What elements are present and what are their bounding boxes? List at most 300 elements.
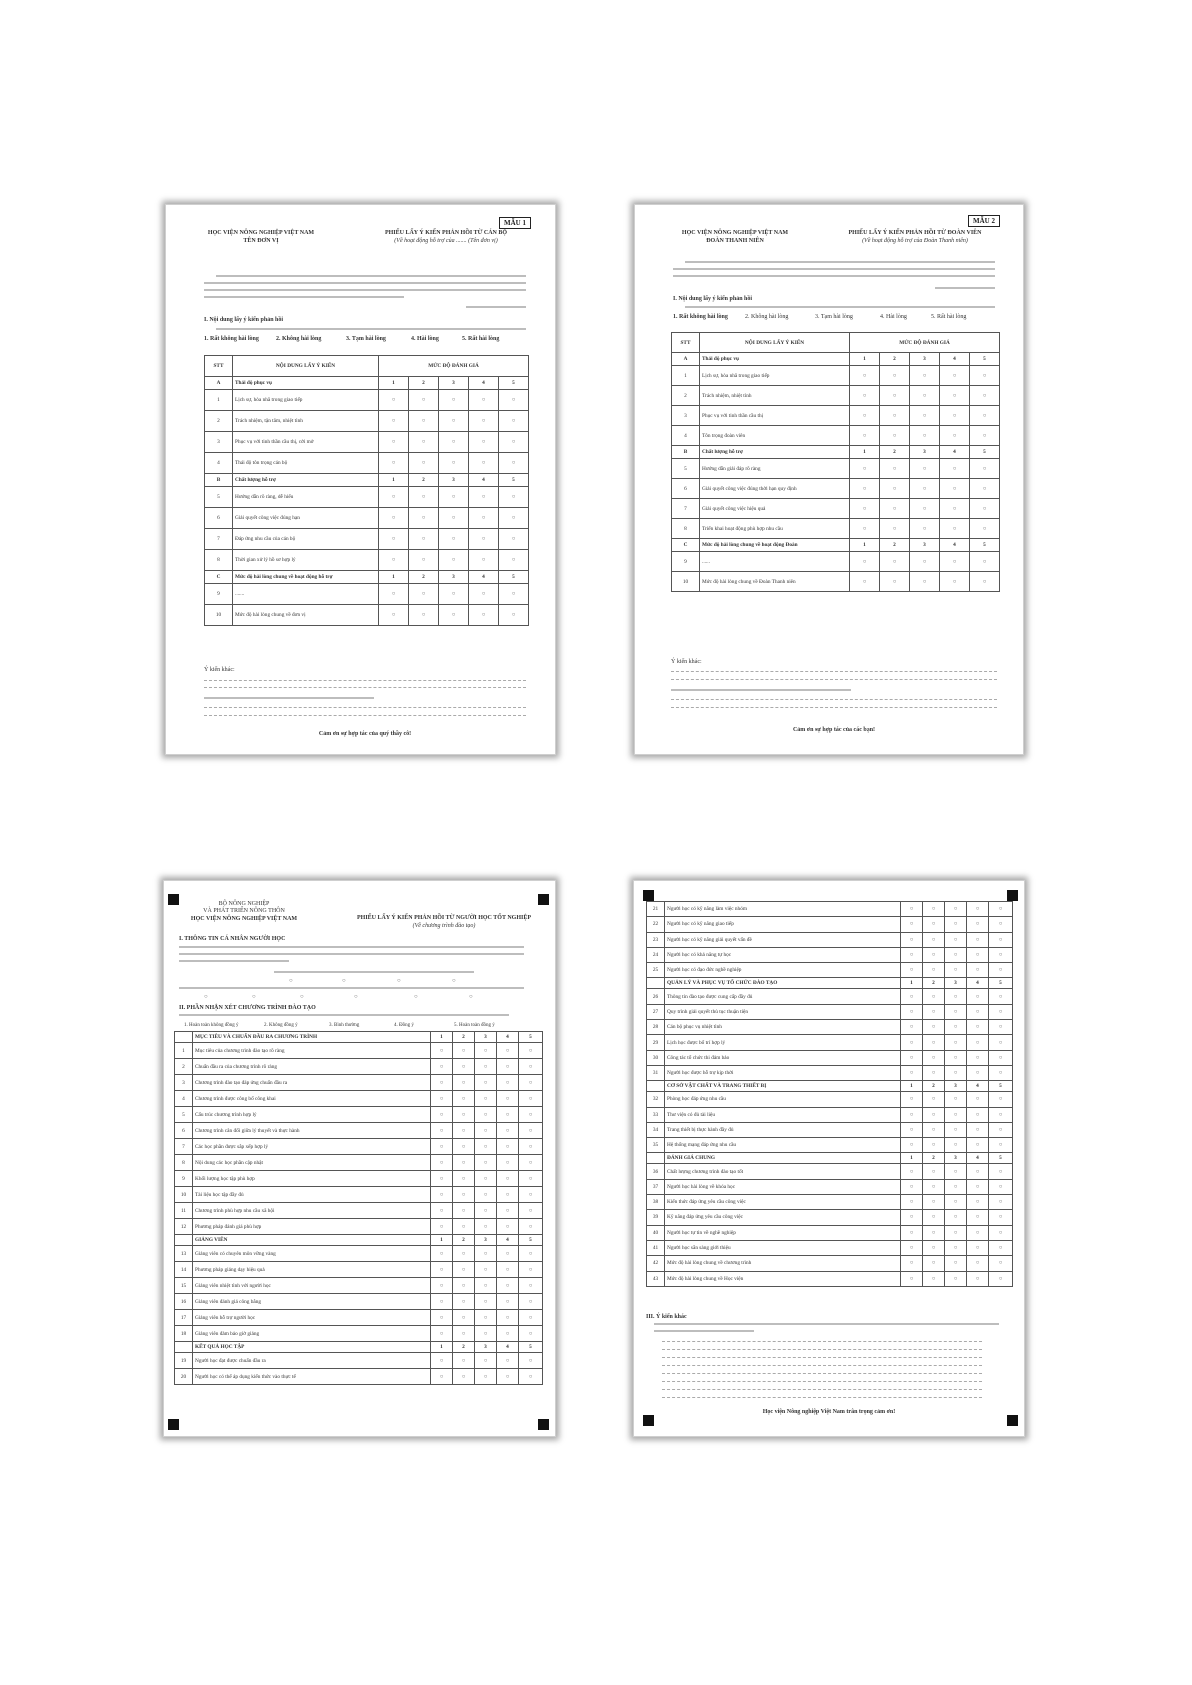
rating-radio-3[interactable]: ○ [945,989,967,1004]
rating-radio-3[interactable]: ○ [945,1195,967,1210]
rating-radio-2[interactable]: ○ [923,989,945,1004]
rating-radio-4[interactable]: ○ [967,1225,989,1240]
rating-radio-5[interactable]: ○ [989,902,1013,917]
rating-radio-3[interactable]: ○ [475,1353,497,1369]
rating-radio-1[interactable]: ○ [901,1164,923,1179]
rating-radio-1[interactable]: ○ [379,508,409,529]
rating-radio-4[interactable]: ○ [967,1240,989,1255]
rating-radio-3[interactable]: ○ [945,1271,967,1286]
rating-radio-2[interactable]: ○ [453,1171,475,1187]
rating-radio-2[interactable]: ○ [453,1139,475,1155]
rating-radio-5[interactable]: ○ [519,1203,543,1219]
rating-radio-1[interactable]: ○ [431,1091,453,1107]
rating-radio-2[interactable]: ○ [880,366,910,386]
rating-radio-3[interactable]: ○ [475,1310,497,1326]
rating-radio-1[interactable]: ○ [431,1353,453,1369]
rating-radio-4[interactable]: ○ [940,366,970,386]
rating-radio-4[interactable]: ○ [967,1138,989,1153]
rating-radio-1[interactable]: ○ [379,411,409,432]
rating-radio-3[interactable]: ○ [910,479,940,499]
rating-radio-1[interactable]: ○ [850,479,880,499]
rating-radio-1[interactable]: ○ [431,1043,453,1059]
rating-radio-1[interactable]: ○ [379,487,409,508]
rating-radio-3[interactable]: ○ [910,519,940,539]
rating-radio-5[interactable]: ○ [519,1187,543,1203]
rating-radio-4[interactable]: ○ [497,1059,519,1075]
rating-radio-5[interactable]: ○ [989,1065,1013,1080]
rating-radio-3[interactable]: ○ [475,1155,497,1171]
rating-radio-1[interactable]: ○ [379,432,409,453]
rating-radio-3[interactable]: ○ [439,432,469,453]
rating-radio-4[interactable]: ○ [497,1107,519,1123]
rating-radio-1[interactable]: ○ [379,529,409,550]
rating-radio-5[interactable]: ○ [970,519,1000,539]
rating-radio-5[interactable]: ○ [499,432,529,453]
rating-radio-1[interactable]: ○ [850,459,880,479]
rating-radio-2[interactable]: ○ [923,1050,945,1065]
rating-radio-3[interactable]: ○ [945,1004,967,1019]
rating-radio-4[interactable]: ○ [497,1353,519,1369]
rating-radio-4[interactable]: ○ [497,1246,519,1262]
rating-radio-4[interactable]: ○ [967,963,989,978]
rating-radio-1[interactable]: ○ [431,1278,453,1294]
rating-radio-2[interactable]: ○ [923,1020,945,1035]
rating-radio-3[interactable]: ○ [475,1294,497,1310]
rating-radio-5[interactable]: ○ [519,1219,543,1235]
answer-line[interactable] [662,1381,982,1382]
rating-radio-3[interactable]: ○ [945,1138,967,1153]
radio-option[interactable]: ○ [289,978,293,984]
answer-line[interactable] [671,671,997,672]
rating-radio-3[interactable]: ○ [945,1050,967,1065]
rating-radio-5[interactable]: ○ [519,1059,543,1075]
rating-radio-3[interactable]: ○ [475,1075,497,1091]
rating-radio-2[interactable]: ○ [880,479,910,499]
rating-radio-4[interactable]: ○ [967,1065,989,1080]
rating-radio-1[interactable]: ○ [901,1092,923,1107]
rating-radio-5[interactable]: ○ [989,1035,1013,1050]
rating-radio-2[interactable]: ○ [923,1195,945,1210]
rating-radio-5[interactable]: ○ [519,1155,543,1171]
rating-radio-4[interactable]: ○ [967,902,989,917]
personal-info-line[interactable] [179,960,289,962]
rating-radio-4[interactable]: ○ [967,932,989,947]
rating-radio-5[interactable]: ○ [519,1326,543,1342]
personal-info-line[interactable] [179,946,524,948]
rating-radio-4[interactable]: ○ [967,947,989,962]
rating-radio-3[interactable]: ○ [439,605,469,626]
rating-radio-1[interactable]: ○ [379,605,409,626]
rating-radio-4[interactable]: ○ [967,1195,989,1210]
rating-radio-2[interactable]: ○ [453,1203,475,1219]
rating-radio-5[interactable]: ○ [499,453,529,474]
rating-radio-4[interactable]: ○ [940,459,970,479]
rating-radio-2[interactable]: ○ [409,411,439,432]
rating-radio-2[interactable]: ○ [453,1278,475,1294]
rating-radio-1[interactable]: ○ [431,1171,453,1187]
rating-radio-1[interactable]: ○ [901,963,923,978]
rating-radio-3[interactable]: ○ [475,1219,497,1235]
rating-radio-5[interactable]: ○ [499,584,529,605]
rating-radio-5[interactable]: ○ [499,487,529,508]
rating-radio-3[interactable]: ○ [910,572,940,592]
rating-radio-2[interactable]: ○ [409,508,439,529]
rating-radio-5[interactable]: ○ [519,1353,543,1369]
rating-radio-4[interactable]: ○ [967,1092,989,1107]
rating-radio-5[interactable]: ○ [970,426,1000,446]
rating-radio-1[interactable]: ○ [431,1187,453,1203]
rating-radio-4[interactable]: ○ [497,1326,519,1342]
rating-radio-4[interactable]: ○ [469,453,499,474]
rating-radio-5[interactable]: ○ [519,1246,543,1262]
rating-radio-4[interactable]: ○ [497,1091,519,1107]
answer-line[interactable] [204,715,526,716]
rating-radio-2[interactable]: ○ [923,1138,945,1153]
rating-radio-5[interactable]: ○ [519,1075,543,1091]
rating-radio-2[interactable]: ○ [409,605,439,626]
rating-radio-1[interactable]: ○ [901,1225,923,1240]
rating-radio-4[interactable]: ○ [497,1278,519,1294]
rating-radio-5[interactable]: ○ [989,1107,1013,1122]
radio-option[interactable]: ○ [452,978,456,984]
rating-radio-5[interactable]: ○ [989,1195,1013,1210]
rating-radio-1[interactable]: ○ [901,1138,923,1153]
rating-radio-2[interactable]: ○ [923,1179,945,1194]
rating-radio-3[interactable]: ○ [910,426,940,446]
rating-radio-4[interactable]: ○ [967,1020,989,1035]
answer-line[interactable] [204,680,526,681]
rating-radio-1[interactable]: ○ [901,1107,923,1122]
rating-radio-1[interactable]: ○ [901,932,923,947]
rating-radio-2[interactable]: ○ [409,487,439,508]
rating-radio-5[interactable]: ○ [499,550,529,571]
rating-radio-2[interactable]: ○ [880,459,910,479]
answer-line[interactable] [204,687,526,688]
rating-radio-4[interactable]: ○ [497,1075,519,1091]
rating-radio-5[interactable]: ○ [519,1091,543,1107]
rating-radio-1[interactable]: ○ [431,1369,453,1385]
rating-radio-2[interactable]: ○ [923,1225,945,1240]
rating-radio-1[interactable]: ○ [901,917,923,932]
rating-radio-1[interactable]: ○ [901,947,923,962]
rating-radio-3[interactable]: ○ [439,584,469,605]
rating-radio-3[interactable]: ○ [945,1256,967,1271]
rating-radio-2[interactable]: ○ [409,584,439,605]
answer-line[interactable] [662,1397,982,1398]
rating-radio-2[interactable]: ○ [923,932,945,947]
answer-line[interactable] [662,1357,982,1358]
rating-radio-2[interactable]: ○ [409,550,439,571]
rating-radio-1[interactable]: ○ [431,1310,453,1326]
rating-radio-1[interactable]: ○ [901,1256,923,1271]
rating-radio-3[interactable]: ○ [945,917,967,932]
rating-radio-3[interactable]: ○ [439,529,469,550]
rating-radio-1[interactable]: ○ [431,1262,453,1278]
rating-radio-5[interactable]: ○ [519,1171,543,1187]
rating-radio-4[interactable]: ○ [967,1164,989,1179]
rating-radio-5[interactable]: ○ [519,1369,543,1385]
rating-radio-2[interactable]: ○ [880,406,910,426]
rating-radio-4[interactable]: ○ [497,1187,519,1203]
rating-radio-4[interactable]: ○ [967,1256,989,1271]
radio-option[interactable]: ○ [300,994,304,1000]
rating-radio-3[interactable]: ○ [475,1107,497,1123]
rating-radio-4[interactable]: ○ [497,1171,519,1187]
rating-radio-1[interactable]: ○ [901,1065,923,1080]
rating-radio-5[interactable]: ○ [519,1310,543,1326]
rating-radio-2[interactable]: ○ [923,947,945,962]
rating-radio-2[interactable]: ○ [923,1107,945,1122]
rating-radio-5[interactable]: ○ [970,366,1000,386]
rating-radio-4[interactable]: ○ [967,1050,989,1065]
rating-radio-3[interactable]: ○ [475,1369,497,1385]
rating-radio-3[interactable]: ○ [945,932,967,947]
rating-radio-1[interactable]: ○ [850,386,880,406]
rating-radio-4[interactable]: ○ [469,550,499,571]
rating-radio-3[interactable]: ○ [475,1326,497,1342]
rating-radio-2[interactable]: ○ [453,1187,475,1203]
rating-radio-5[interactable]: ○ [519,1123,543,1139]
rating-radio-3[interactable]: ○ [945,1020,967,1035]
rating-radio-5[interactable]: ○ [989,947,1013,962]
rating-radio-3[interactable]: ○ [945,1179,967,1194]
rating-radio-3[interactable]: ○ [475,1187,497,1203]
rating-radio-1[interactable]: ○ [901,1179,923,1194]
rating-radio-3[interactable]: ○ [475,1246,497,1262]
answer-line[interactable] [671,679,997,680]
personal-info-line[interactable] [179,953,524,955]
rating-radio-5[interactable]: ○ [989,1122,1013,1137]
rating-radio-1[interactable]: ○ [850,406,880,426]
rating-radio-5[interactable]: ○ [989,1225,1013,1240]
rating-radio-4[interactable]: ○ [967,1107,989,1122]
rating-radio-4[interactable]: ○ [497,1139,519,1155]
rating-radio-2[interactable]: ○ [880,386,910,406]
rating-radio-3[interactable]: ○ [945,1164,967,1179]
rating-radio-4[interactable]: ○ [497,1262,519,1278]
rating-radio-4[interactable]: ○ [469,584,499,605]
answer-line[interactable] [671,707,997,708]
rating-radio-2[interactable]: ○ [923,1210,945,1225]
rating-radio-5[interactable]: ○ [989,1179,1013,1194]
rating-radio-4[interactable]: ○ [940,499,970,519]
rating-radio-4[interactable]: ○ [940,519,970,539]
rating-radio-5[interactable]: ○ [989,1256,1013,1271]
radio-option[interactable]: ○ [397,978,401,984]
rating-radio-4[interactable]: ○ [469,411,499,432]
rating-radio-4[interactable]: ○ [469,605,499,626]
rating-radio-3[interactable]: ○ [439,550,469,571]
rating-radio-4[interactable]: ○ [967,1210,989,1225]
rating-radio-1[interactable]: ○ [850,519,880,539]
rating-radio-3[interactable]: ○ [910,366,940,386]
rating-radio-5[interactable]: ○ [989,1004,1013,1019]
radio-option[interactable]: ○ [342,978,346,984]
rating-radio-3[interactable]: ○ [475,1171,497,1187]
rating-radio-4[interactable]: ○ [469,487,499,508]
rating-radio-2[interactable]: ○ [923,1092,945,1107]
answer-line[interactable] [662,1365,982,1366]
rating-radio-5[interactable]: ○ [989,917,1013,932]
answer-line[interactable] [662,1349,982,1350]
rating-radio-3[interactable]: ○ [910,406,940,426]
rating-radio-4[interactable]: ○ [497,1310,519,1326]
rating-radio-2[interactable]: ○ [409,390,439,411]
rating-radio-2[interactable]: ○ [880,572,910,592]
rating-radio-4[interactable]: ○ [967,1004,989,1019]
rating-radio-5[interactable]: ○ [499,605,529,626]
rating-radio-1[interactable]: ○ [431,1203,453,1219]
rating-radio-5[interactable]: ○ [970,459,1000,479]
radio-option[interactable]: ○ [354,994,358,1000]
rating-radio-5[interactable]: ○ [970,386,1000,406]
rating-radio-2[interactable]: ○ [453,1059,475,1075]
rating-radio-4[interactable]: ○ [497,1123,519,1139]
rating-radio-4[interactable]: ○ [940,572,970,592]
rating-radio-3[interactable]: ○ [945,1122,967,1137]
rating-radio-4[interactable]: ○ [940,552,970,572]
rating-radio-1[interactable]: ○ [901,1020,923,1035]
rating-radio-4[interactable]: ○ [940,386,970,406]
rating-radio-3[interactable]: ○ [945,1092,967,1107]
rating-radio-5[interactable]: ○ [499,508,529,529]
rating-radio-1[interactable]: ○ [901,1210,923,1225]
rating-radio-2[interactable]: ○ [409,529,439,550]
rating-radio-2[interactable]: ○ [923,1035,945,1050]
rating-radio-3[interactable]: ○ [439,487,469,508]
rating-radio-2[interactable]: ○ [923,963,945,978]
rating-radio-2[interactable]: ○ [880,499,910,519]
rating-radio-4[interactable]: ○ [967,1035,989,1050]
answer-line[interactable] [671,699,997,700]
rating-radio-4[interactable]: ○ [469,390,499,411]
rating-radio-5[interactable]: ○ [519,1278,543,1294]
rating-radio-3[interactable]: ○ [945,947,967,962]
rating-radio-4[interactable]: ○ [967,1271,989,1286]
rating-radio-1[interactable]: ○ [901,1035,923,1050]
rating-radio-4[interactable]: ○ [967,917,989,932]
rating-radio-1[interactable]: ○ [850,552,880,572]
rating-radio-1[interactable]: ○ [850,366,880,386]
rating-radio-5[interactable]: ○ [989,932,1013,947]
rating-radio-2[interactable]: ○ [453,1246,475,1262]
rating-radio-2[interactable]: ○ [453,1043,475,1059]
rating-radio-5[interactable]: ○ [519,1294,543,1310]
answer-line[interactable] [204,707,526,708]
rating-radio-3[interactable]: ○ [475,1262,497,1278]
rating-radio-3[interactable]: ○ [475,1123,497,1139]
rating-radio-2[interactable]: ○ [453,1310,475,1326]
rating-radio-2[interactable]: ○ [880,519,910,539]
rating-radio-3[interactable]: ○ [945,1210,967,1225]
rating-radio-4[interactable]: ○ [497,1155,519,1171]
rating-radio-4[interactable]: ○ [940,479,970,499]
rating-radio-3[interactable]: ○ [945,1065,967,1080]
rating-radio-4[interactable]: ○ [469,432,499,453]
rating-radio-5[interactable]: ○ [989,1271,1013,1286]
rating-radio-1[interactable]: ○ [850,572,880,592]
rating-radio-5[interactable]: ○ [970,479,1000,499]
rating-radio-1[interactable]: ○ [379,390,409,411]
rating-radio-2[interactable]: ○ [453,1091,475,1107]
rating-radio-2[interactable]: ○ [880,426,910,446]
rating-radio-1[interactable]: ○ [431,1294,453,1310]
answer-line[interactable] [662,1341,982,1342]
rating-radio-2[interactable]: ○ [453,1369,475,1385]
rating-radio-2[interactable]: ○ [453,1262,475,1278]
rating-radio-4[interactable]: ○ [469,529,499,550]
rating-radio-3[interactable]: ○ [475,1139,497,1155]
rating-radio-3[interactable]: ○ [439,390,469,411]
radio-option[interactable]: ○ [252,994,256,1000]
rating-radio-4[interactable]: ○ [497,1369,519,1385]
rating-radio-5[interactable]: ○ [519,1043,543,1059]
rating-radio-1[interactable]: ○ [431,1075,453,1091]
rating-radio-3[interactable]: ○ [945,1225,967,1240]
rating-radio-5[interactable]: ○ [970,499,1000,519]
rating-radio-1[interactable]: ○ [379,453,409,474]
radio-option[interactable]: ○ [414,994,418,1000]
rating-radio-3[interactable]: ○ [910,386,940,406]
rating-radio-4[interactable]: ○ [967,989,989,1004]
rating-radio-3[interactable]: ○ [910,459,940,479]
rating-radio-2[interactable]: ○ [880,552,910,572]
rating-radio-4[interactable]: ○ [940,406,970,426]
rating-radio-4[interactable]: ○ [940,426,970,446]
rating-radio-2[interactable]: ○ [923,902,945,917]
rating-radio-5[interactable]: ○ [499,411,529,432]
answer-line[interactable] [662,1373,982,1374]
rating-radio-2[interactable]: ○ [923,1065,945,1080]
rating-radio-5[interactable]: ○ [970,552,1000,572]
rating-radio-5[interactable]: ○ [989,1210,1013,1225]
rating-radio-2[interactable]: ○ [453,1326,475,1342]
rating-radio-5[interactable]: ○ [989,1138,1013,1153]
rating-radio-2[interactable]: ○ [409,432,439,453]
rating-radio-1[interactable]: ○ [901,1271,923,1286]
rating-radio-2[interactable]: ○ [923,1122,945,1137]
rating-radio-1[interactable]: ○ [379,584,409,605]
rating-radio-5[interactable]: ○ [989,963,1013,978]
rating-radio-1[interactable]: ○ [379,550,409,571]
rating-radio-5[interactable]: ○ [519,1107,543,1123]
rating-radio-2[interactable]: ○ [923,1240,945,1255]
rating-radio-1[interactable]: ○ [431,1219,453,1235]
rating-radio-2[interactable]: ○ [453,1219,475,1235]
rating-radio-3[interactable]: ○ [439,508,469,529]
rating-radio-1[interactable]: ○ [431,1326,453,1342]
rating-radio-1[interactable]: ○ [901,902,923,917]
rating-radio-5[interactable]: ○ [970,406,1000,426]
radio-option[interactable]: ○ [469,994,473,1000]
rating-radio-3[interactable]: ○ [475,1278,497,1294]
rating-radio-2[interactable]: ○ [923,917,945,932]
rating-radio-2[interactable]: ○ [923,1164,945,1179]
rating-radio-1[interactable]: ○ [901,1195,923,1210]
rating-radio-4[interactable]: ○ [967,1179,989,1194]
rating-radio-3[interactable]: ○ [475,1091,497,1107]
rating-radio-3[interactable]: ○ [945,1035,967,1050]
rating-radio-5[interactable]: ○ [519,1262,543,1278]
rating-radio-5[interactable]: ○ [989,1020,1013,1035]
rating-radio-1[interactable]: ○ [431,1107,453,1123]
rating-radio-5[interactable]: ○ [989,1050,1013,1065]
rating-radio-2[interactable]: ○ [923,1256,945,1271]
rating-radio-5[interactable]: ○ [499,529,529,550]
rating-radio-3[interactable]: ○ [945,963,967,978]
rating-radio-2[interactable]: ○ [453,1123,475,1139]
rating-radio-2[interactable]: ○ [923,1271,945,1286]
